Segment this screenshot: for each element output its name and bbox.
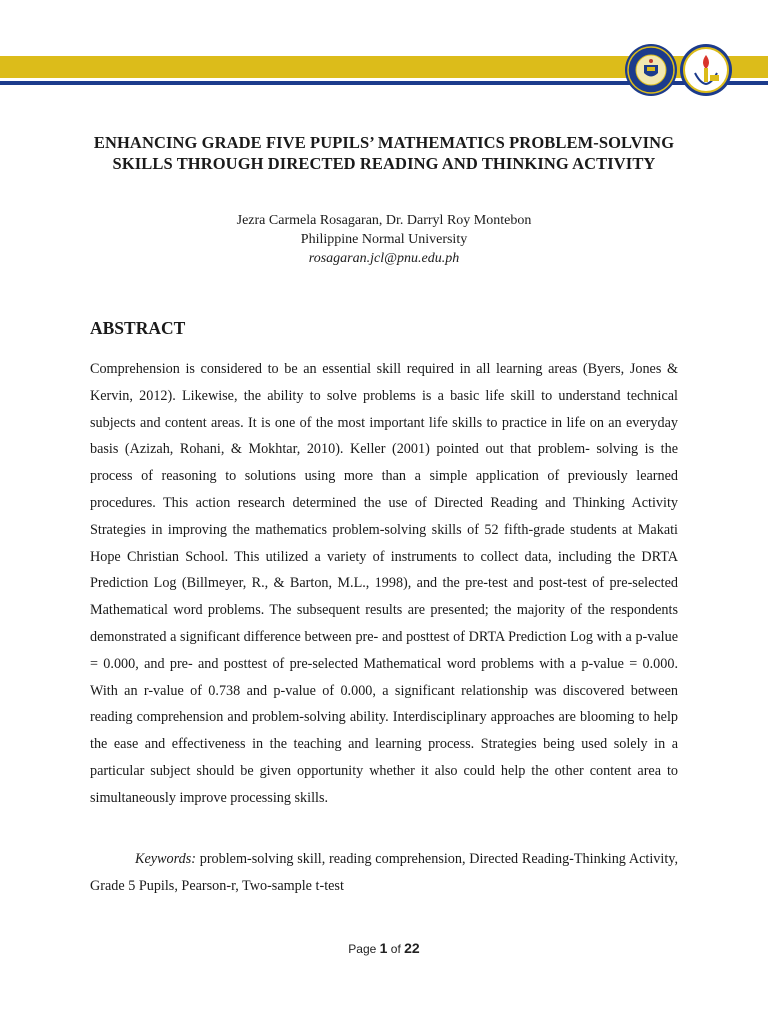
page-footer [0, 940, 768, 956]
author-names: Jezra Carmela Rosagaran, Dr. Darryl Roy Montebon [236, 213, 532, 228]
abstract-body: Comprehension is considered to be an essential skill required in all learning areas (Byers, Jones & Kervin, 2012). Likewise, the ability to solve problems is a basic life skill to understand technical subjects and content areas. It is one of the most important life skills to practice in life on an everyday basis (Azizah, Rohani, & Mokhtar, 2010). Keller (2001) pointed out that problem- solving is the process of reasoning to solutions using more than a simple application of previously learned procedures. This action research determined the use of Directed Reading and Thinking Activity Strategies in improving the mathematics problem-solving skills of 52 fifth-grade students at Makati Hope Christian School. This utilized a variety of instruments to collect data, including the DRTA Prediction Log (Billmeyer, R., & Barton, M.L., 1998), and the pre-test and post-test of pre-selected Mathematical word problems. The subsequent results are presented; the majority of the respondents demonstrated a significant difference between pre- and posttest of DRTA Prediction Log with a p-value = 0.000, and pre- and posttest of pre-selected Mathematical word problems with a p-value = 0.000. With an r-value of 0.738 and p-value of 0.000, a significant relationship was discovered between reading comprehension and problem-solving ability. Interdisciplinary approaches are blooming to help the ease and effectiveness in the teaching and learning process. Strategies being used solely in a particular subject should be given opportunity whether it also could help the other content area to simultaneously improve processing skills. [90, 361, 678, 806]
author-email: rosagaran.jcl@pnu.edu.ph [308, 251, 460, 266]
paper-title: ENHANCING GRADE FIVE PUPILS’ MATHEMATICS PROBLEM-SOLVING SKILLS THROUGH DIRECTED READING AND THINKING ACTIVITY [93, 133, 675, 173]
of-word: of [390, 942, 401, 956]
keywords-label: Keywords: [135, 851, 196, 867]
page-header [0, 0, 768, 100]
keywords-paragraph [90, 846, 678, 900]
pnu-torch-seal-icon [679, 43, 733, 97]
total-page-count: 22 [404, 940, 420, 956]
author-affiliation: Philippine Normal University [300, 232, 468, 247]
pnu-university-seal-icon [624, 43, 678, 97]
current-page-number: 1 [379, 940, 388, 956]
abstract-heading: ABSTRACT [90, 318, 186, 338]
page-word: Page [348, 942, 377, 956]
keywords-list: problem-solving skill, reading comprehension, Directed Reading-Thinking Activity, Grade 5 Pupils, Pearson-r, Two-sample t-test [90, 851, 678, 894]
author-block [80, 211, 688, 268]
